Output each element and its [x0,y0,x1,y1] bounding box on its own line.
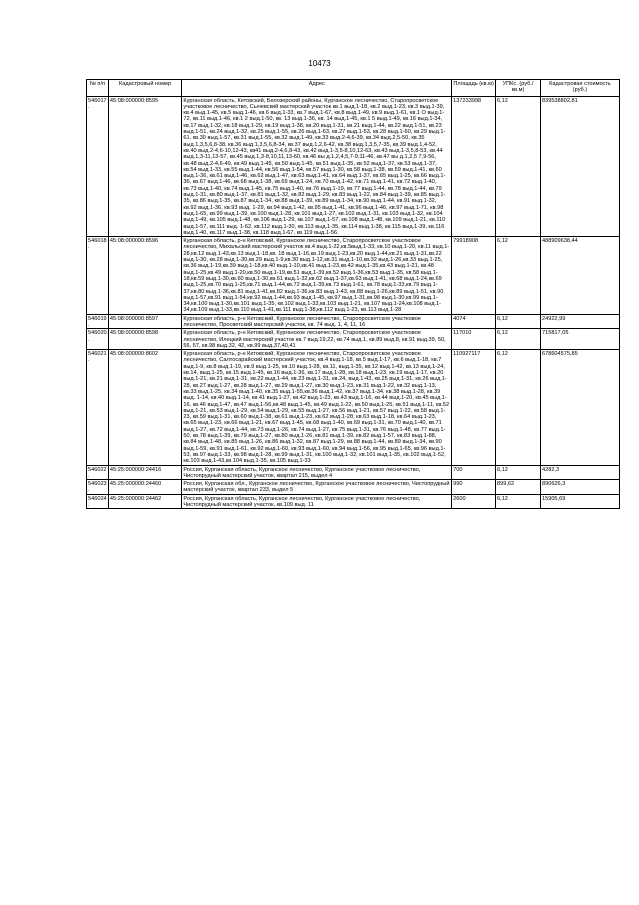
cadastral-number: 45:08:000000:8595 [108,96,181,237]
table-row [87,314,620,329]
cadastral-number: 45:25:000000:24462 [108,494,181,509]
address: Курганская область, р-н Кетовский, Курганское лесничество, Старопросветское участковое лесничество, Просветский мастерский участок, кв. 74 выд. 1, 4, 11, 16 [182,314,452,329]
header-area: Площадь (кв.м) [452,80,496,97]
table-row [87,494,620,509]
upks: 6,12 [496,350,541,465]
cadastral-number: 45:08:000000:8602 [108,350,181,465]
table-row [87,329,620,350]
cadastral-cost: 678604575,85 [540,350,619,465]
upks: 6,12 [496,96,541,237]
header-cadastral: Кадастровый номер [108,80,181,97]
cadastral-number: 45:25:000000:24460 [108,480,181,495]
row-number: 546018. [87,237,109,315]
header-address: Адрес [182,80,452,97]
row-number: 546019. [88,315,107,328]
cadastral-value-table [86,79,620,509]
area: 137233998 [452,96,496,237]
address: Курганская область, Кетовский, Белозерский районы, Курганское лесничество, Старопросветское участковое лесничество, Сычевский мастерский участок кв.1 выд.1-18, кв.2 выд.1-23, кв.3 выд.1-39, кв.4 выд.1-45, кв.5 выд.1-46, кв.6 выд.1-33, кв.7 выд.1-67, кв.8 выд.1-49, кв.9 выд.1-61, кв.1 О выд.1-72, кв.11 выд.1-46, кв.1 2 выд.1-50, кв. 13 выд.1-36, кв. 14 выд.1-45, кв.1 5 выд.1-49, кв.16 выд.1-34, кв.17 выд.1-32, кв.18 выд.1-29, кв.19 выд.1-38, кв.20 выд.1-31, кв.21 выд.1-44, кв.22 выд.1-51, кв.23 выд.1-51, кв.24 выд.1-32, кв.25 выд.1-55, кв.26 выд.1-63, кв.27 выд.1-53, кв.28 выд.1-60, кв.29 выд.1-61, кв.30 выд.1-57, кв.31 выд.1-55, кв.32 выд.1-49, кв.33 выд.2-4,6-39, кв.34 выд.2,5-50, кв.35 выд.1,3,5,6,8-38, кв.36 выд.1,3,5,6,8-34, кв.37 выд.1,2,6-42, кв.38 выд.1,3,5,7-35, кв.39 выд.1,4-52, кв.40 выд.2-4,6-10,12-43, кв41 выд.2-4,6,8-43, кв.42 выд.1-3,5-8,10,12-63, кв.43 выд.1-3,5,8-53, кв.44 выд.1,3-11,13-57, кв.45 выд.1,3-8,10,11,13-60, кв.46 вы д.1,2,4,5,7-9,11-46, кв.47 вы д.1,2,5 7,9-56, кв.48 выд.2-4,6-49, кв.49 выд.1-45, кв.50 выд.1-45, кв.51 выд.1-35, кв.52 выд.1-37, кв.53 выд.1-37, кв.54 выд.1-33, кв.55 выд.1-44, кв.56 выд.1-54, кв.57 выд.1-30, кв.58 выд.1-38, кв.59 выд.1-41, кв.60 выд.1-36, кв.61 выд.1-46, кв.62 выд.1-47, кв.63 выд.1-41, кв.64 выд.1-37, кв.65 выд.1-25, кв.66 выд.1-36, кв.67 выд.1-46, кв.68 выд.1-38, кв.69 выд.1-24, кв.70 выд.1-42, кв.71 выд.1-41, кв.72 выд.1-40, кв.73 выд.1-40, кв.74 выд.1-45, кв.75 выд.1-40, кв.76 выд.1-19, кв.77 выд.1-44, кв.78 выд.1-44, кв.79 выд.1-31, кв.80 выд.1-37, кв.81 выд.1-32, кв.82 выд.1-29, кв.83 выд.1-22, кв.84 выд.1-39, кв.85 выд.1-35, кв.86 выд.1-35, кв.87 выд.1-34, кв.88 выд.1-39, кв.89 выд.1-34, кв.90 выд.1-44, кв.91 выд.1-32, кв.92 выд.1-36, кв.93 выд. 1-29, кв.94 выд.1-42, кв.95 выд.1-41, кв.96 выд.1-46, кв.97 выд.1-71, кв.98 выд.1-65, кв.99 выд.1-39, кв.100 выд.1-28, кв.101 выд.1-27, кв.102 выд.1-31, кв.103 выд.1-32, кв.104 выд.1-49, кв.105 выд.1-48, кв.106 выд.1-29, кв.107 выд.1-57, кв.108 выд.1-48, кв.109 выд.1-21, кв.110 выд.1-57, кв.111 выд. 1-62, кв.112 выд.1-30, кв.113 выд.1-35, кв.114 выд.1-38, кв.115 выд.1-39, кв.116 выд.1-40, кв.117 выд.1-38, кв.118 выд.1-67, кв.119 выд.1-56. [182,96,452,237]
table-row [87,237,620,315]
area: 79918908 [452,237,496,315]
header-cost: Кадастровая стоимость (руб.) [540,80,619,97]
address: Россия, Курганская область, Курганское лесничество, Курганское участковое лесничество, Чистопрудный мастерский участок, кв.109 выд. 11 [182,494,452,509]
cadastral-number: 45:08:000000:8596 [108,237,181,315]
header-upks: УПКс. (руб./кв.м) [496,80,541,97]
upks: 6,12 [496,314,541,329]
cadastral-cost: 15905,69 [540,494,619,509]
table-row [87,350,620,465]
cadastral-number: 45:08:000000:8598 [108,329,181,350]
upks: 6,12 [496,329,541,350]
cadastral-cost: 4282,3 [540,465,619,480]
upks: 6,12 [496,237,541,315]
table-header [87,80,620,97]
table-row [87,480,620,495]
cadastral-number: 45:25:000000:24416 [108,465,181,480]
table-body [87,96,620,509]
cadastral-cost: 715817,05 [540,329,619,350]
area: 117010 [452,329,496,350]
header-row [87,80,620,97]
cadastral-cost: 24922,99 [540,314,619,329]
area: 110927117 [452,350,496,465]
table-row [87,96,620,237]
row-number: 546024. [88,495,107,508]
cadastral-number: 45:08:000000:8597 [108,314,181,329]
row-number: 546021. [87,350,109,465]
cadastral-cost: 839538802,81 [540,96,619,237]
area: 2600 [452,494,496,509]
address: Россия, Курганская обл., Курганское лесничество, Курганское участковое лесничество, Чистопрудный мастерский участок, квартал 233, выдел 5 [182,480,452,495]
row-number: 546022. [88,466,107,479]
address: Курганская область, р-н Кетовский, Курганское лесничество, Старопросветское участковое лесничество, Михальский мастерский участок кв.4 выд.1-22,кв.5выд.1-33, кв.10 выд.1-20, кв.11 выд.1-28,кв.12 выд.1-43,кв.13 выд.1-18,кв. 18 выд.1-16,кв.19 выд.1-23,кв.20 выд.1-44,кв.21 выд.1-31,кв.22 выд.1-30, кв.28 выд.1-30,кв.29 выд.1-9,кв.30 выд.1-12,кв.31 выд.1-10,кв.32 выд.1-26,кв.33 выд.1-25, кв.36 выд.1-19,кв.39 выд.1-18,кв.40 выд.1-10,кв.41 выд.1-23,кв.42 выд.1-35,кв.43 выд.1-21, кв.48 выд.1-25,кв.49 выд.1-20,кв.50 выд.1-19,кв.51 выд.1-39,кв.52 выд.1-36,кв.53 выд.1-35, кв.58 выд.1-18,кв.59 выд.1-30,кв.60 выд.1-30,кв.61 выд.1-32,кв.62 выд.1-37,кв.63 выд.1-41, кв.68 выд.1-24,кв.69 выд.1-25,кв.70 выд.1-25,кв.71 выд.1-44,кв.72 выд.1-39,кв.73 выд.1-61, кв.78 выд.1-33,кв.79 выд.1-37,кв.80 выд.1-36,кв.81 выд.1-41,кв.82 выд.1-36,кв.83 выд.1-43, кв.88 выд.1-26,кв.89 выд.1-51, кв.90 выд.1-57,кв.91 выд.1-54,кв.92 выд.1-44,кв.93 выд.1-45, кв.97 выд.1-31,кв.98 выд.1-30,кв.99 выд.1-34,кв.100 выд.1-30,кв.101 выд.1-35, кв.102 выд.1-33,кв.103 выд.1-21, кв.107 выд.1-24,кв.108 выд.1-34,кв.109 выд.1-33,кв.110 выд.1-41,кв.111 выд.1-38,кв.112 выд.1-23, кв.113 выд.1-28 [182,237,452,315]
row-number: 546017. [87,96,109,237]
page-number: 10473 [308,59,331,68]
cadastral-cost: 890626,3 [540,480,619,495]
address: Курганская область, р-н Кетовский, Курганское лесничество, Старопросветское участковое лесничество, Салтосарайский мастерский участок, кв.4 выд.1-18, кв.5 выд.1-17, кв.6 выд.1-18, кв.7 выд.1-9, кв.8 выд.1-19, кв.9 выд.1-25, кв.10 выд.1-28, кв.11, выд.1-35, кв.12 выд.1-42, кв.13 выд.1-24, кв.14, выд.1-25, кв.15 выд.1-45, кв.16 выд.1-36, кв.17 выд.1-28, кв.18 выд.1-23, кв.19 выд.1-17, кв.20 выд.1-21, кв.21 выд.1-31, кв.22 выд.1-44, кв.23 выд.1-31, кв.24, выд.1-43, кв.25 выд.1-31, кв.26 выд.1-28, кв.27 выд.1-27, кв.28 выд.1-27, кв.29 выд.1-27, кв.30 выд.1-23, кв.31 выд.1-22, кв.32 выд.1-13, кв.33 выд.1-25, кв.34 выд.1-40, кв.35 выд.1-55,кв.36 выд.1-42, кв.37 выд.1-34, кв.38 выд.1-28, кв.39 выд. 1-14, кв.40 выд.1-14, кв.41 выд.1-27, кв.42 выд.1-23, кв.43 выд.1-16, кв.44 выд.1-20, кв.45 выд.1-16, кв.46 выд.1-47, кв.47 выд.1-56,кв.48 выд.1-45, кв.49 выд.1-22, кв.50 выд.1-25, кв.51 выд.1-11, кв.52 выд.1-21, кв.53 выд.1-29, кв.54 выд.1-29, кв.55 выд.1-27, кв.56 выд.1-21, кв.57 выд.1-22, кв.58 выд.1-23, кв.59 выд.1-31, кв.60 выд.1-38, кв.61 выд.1-23, кв.62 выд.1-28, кв.63 выд.1-18, кв.64 выд.1-23, кв.65 выд.1-23, кв.66 выд.1-21, кв.67 выд.1-45, кв.68 выд.1-40, кв.69 выд.1-31, кв.70 выд.1-40, кв.71 выд.1-27, кв.72 выд.1-44, кв.73 выд.1-26, кв.74 выд.1-27, кв.75 выд.1-31, кв.76 выд.1-48, кв.77 выд.1-50, кв.78 выд.1-39, кв.79 выд.1-27, кв.80 выд.1-26, кв.81 выд.1-39, кв.82 выд.1-57, кв.83 выд.1-88, кв.84 выд.1-48, кв.85 выд.1-26, кв.86 выд.1-32, кв.87 выд.1-29, кв.88 выд.1-44, кв.89 выд.1-34, кв.90 выд.1-59, кв.91 выд.1-61, кв.92 выд.1-60, кв.93 выд.1-60, кв.94 выд.1-56, кв.95 выд.1-65, кв.96 выд.1-53, кв.97 выд.1-33, кв.98 выд.1-28, кв.99 выд.1-31, кв.100 выд.1-32, кв.101 выд.1-35, кв.102 выд.1-52, кв.103 выд.1-43,кв.104 выд.1-35, кв.105 выд.1-33 [182,350,452,465]
address: Курганская область, р-н Кетовский, Курганское лесничество, Старопросветское участковое лесничество, Илецкий мастерский участок кв.7 выд.19,22, кв.74 выд.1, кв.89 выд.8, кв.91 выд.39, 50, 56, 57, кв.98 выд.32, 42, кв.99 выд.37,40,41 [182,329,452,350]
area: 990 [452,480,496,495]
area: 4074 [452,314,496,329]
row-number: 546020. [87,329,109,350]
header-num: № п/п [87,80,109,97]
upks: 899,62 [496,480,541,495]
address: Россия, Курганская область, Курганское лесничество, Курганское участковое лесничество, Чистопрудный мастерский участок, квартал 215, выдел 4 [182,465,452,480]
table-row [87,465,620,480]
row-number: 546023. [88,481,107,494]
upks: 6,12 [496,494,541,509]
cadastral-cost: 488909638,44 [540,237,619,315]
area: 700 [452,465,496,480]
upks: 6,12 [496,465,541,480]
